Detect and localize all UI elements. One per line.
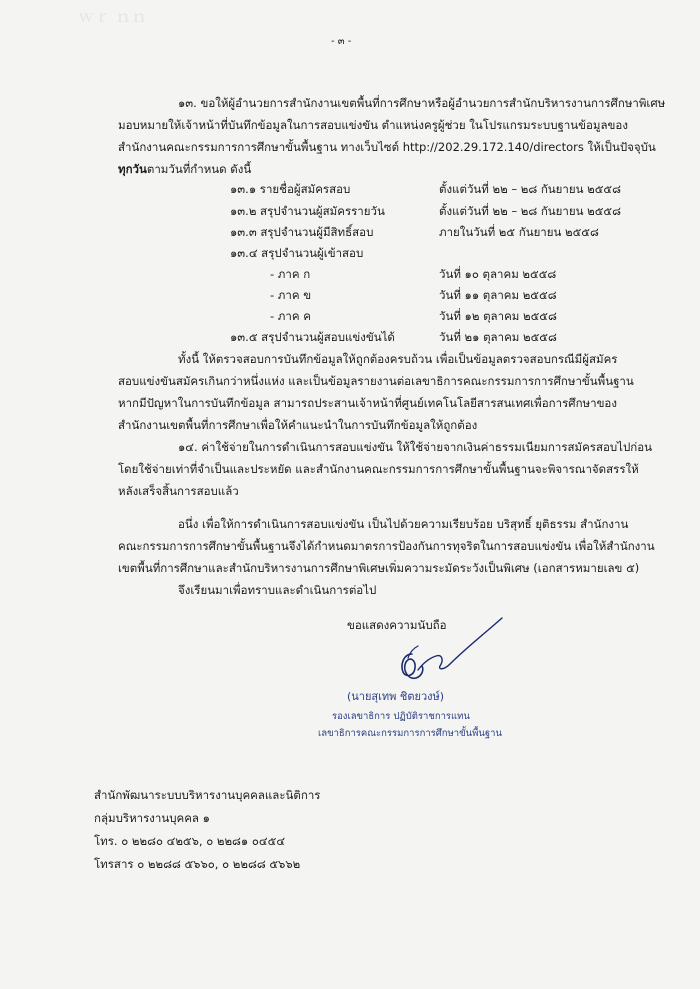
para13-line1: ๑๓. ขอให้ผู้อำนวยการสำนักงานเขตพื้นที่การศึกษาหรือผู้อำนวยการสำนักบริหารงานการศึกษาพิเศษ (178, 96, 666, 110)
office-line1: สำนักพัฒนาระบบบริหารงานบุคคลและนิติการ (94, 788, 321, 802)
schedule-label-8: ๑๓.๕ สรุปจำนวนผู้สอบแข่งขันได้ (230, 330, 395, 344)
schedule-label-6: - ภาค ข (270, 288, 312, 302)
schedule-date-6: วันที่ ๑๑ ตุลาคม ๒๕๕๘ (439, 288, 557, 302)
closing-line: จึงเรียนมาเพื่อทราบและดำเนินการต่อไป (178, 583, 377, 597)
schedule-date-7: วันที่ ๑๒ ตุลาคม ๒๕๕๘ (439, 309, 557, 323)
signer-position-1: รองเลขาธิการ ปฏิบัติราชการแทน (332, 711, 470, 722)
para-check-line1: ทั้งนี้ ให้ตรวจสอบการบันทึกข้อมูลให้ถูกต้องครบถ้วน เพื่อเป็นข้อมูลตรวจสอบกรณีมีผู้สมัคร (178, 352, 618, 366)
schedule-date-2: ตั้งแต่วันที่ ๒๒ – ๒๘ กันยายน ๒๕๕๘ (439, 204, 621, 218)
para13-line3: สำนักงานคณะกรรมการการศึกษาขั้นพื้นฐาน ทางเว็บไซต์ http://202.29.172.140/directors ให้เป็นปัจจุบัน (118, 140, 656, 154)
schedule-label-3: ๑๓.๓ สรุปจำนวนผู้มีสิทธิ์สอบ (230, 225, 374, 239)
schedule-date-8: วันที่ ๒๑ ตุลาคม ๒๕๕๘ (439, 330, 557, 344)
schedule-date-5: วันที่ ๑๐ ตุลาคม ๒๕๕๘ (439, 267, 557, 281)
schedule-label-2: ๑๓.๒ สรุปจำนวนผู้สมัครรายวัน (230, 204, 385, 218)
schedule-label-4: ๑๓.๔ สรุปจำนวนผู้เข้าสอบ (230, 246, 364, 260)
signature-image (378, 612, 513, 688)
signer-position-2: เลขาธิการคณะกรรมการการศึกษาขั้นพื้นฐาน (318, 728, 502, 739)
schedule-date-3: ภายในวันที่ ๒๕ กันยายน ๒๕๕๘ (439, 225, 599, 239)
schedule-label-1: ๑๓.๑ รายชื่อผู้สมัครสอบ (230, 182, 351, 196)
office-line2: กลุ่มบริหารงานบุคคล ๑ (94, 811, 210, 825)
para-check-line3: หากมีปัญหาในการบันทึกข้อมูล สามารถประสานเจ้าหน้าที่ศูนย์เทคโนโลยีสารสนเทศเพื่อการศึกษาของ (118, 396, 617, 410)
schedule-date-1: ตั้งแต่วันที่ ๒๒ – ๒๘ กันยายน ๒๕๕๘ (439, 182, 621, 196)
para14-line2: โดยใช้จ่ายเท่าที่จำเป็นและประหยัด และสำนักงานคณะกรรมการการศึกษาขั้นพื้นฐานจะพิจารณาจัดสรรให้ (118, 462, 639, 476)
para13-bold-every-day: ทุกวัน (118, 162, 147, 176)
para-check-line2: สอบแข่งขันสมัครเกินกว่าหนึ่งแห่ง และเป็นข้อมูลรายงานต่อเลขาธิการคณะกรรมการการศึกษาขั้นพื้นฐาน (118, 374, 634, 388)
para13-line2: มอบหมายให้เจ้าหน้าที่บันทึกข้อมูลในการสอบแข่งขัน ตำแหน่งครูผู้ช่วย ในโปรแกรมระบบฐานข้อมูลของ (118, 118, 628, 132)
faint-header-mark: ｗｒ ｎｎ (78, 7, 148, 26)
schedule-label-5: - ภาค ก (270, 267, 311, 281)
para-also-line1: อนึ่ง เพื่อให้การดำเนินการสอบแข่งขัน เป็นไปด้วยความเรียบร้อย บริสุทธิ์ ยุติธรรม สำนักงาน (178, 517, 629, 531)
para14-line3: หลังเสร็จสิ้นการสอบแล้ว (118, 484, 239, 498)
para14-line1: ๑๔. ค่าใช้จ่ายในการดำเนินการสอบแข่งขัน ให้ใช้จ่ายจากเงินค่าธรรมเนียมการสมัครสอบไปก่อน (178, 440, 652, 454)
regards-line: ขอแสดงความนับถือ (347, 618, 447, 632)
page-number: - ๓ - (331, 36, 352, 47)
para13-line4-rest: ตามวันที่กำหนด ดังนี้ (146, 162, 252, 176)
para-also-line2: คณะกรรมการการศึกษาขั้นพื้นฐานจึงได้กำหนดมาตรการป้องกันการทุจริตในการสอบแข่งขัน เพื่อให้สำนักงาน (118, 539, 655, 553)
para13-line4 (118, 161, 251, 177)
schedule-label-7: - ภาค ค (270, 309, 311, 323)
para-also-line3: เขตพื้นที่การศึกษาและสำนักบริหารงานการศึกษาพิเศษเพิ่มความระมัดระวังเป็นพิเศษ (เอกสารหมายเลข ๕) (118, 561, 640, 575)
office-fax: โทรสาร ๐ ๒๒๘๘ ๕๖๖๐, ๐ ๒๒๘๘ ๕๖๖๒ (94, 857, 301, 871)
signer-name: (นายสุเทพ ชิตยวงษ์) (347, 690, 445, 703)
office-phone: โทร. ๐ ๒๒๘๐ ๔๒๕๖, ๐ ๒๒๘๑ ๐๔๕๔ (94, 834, 286, 848)
para-check-line4: สำนักงานเขตพื้นที่การศึกษาเพื่อให้คำแนะนำในการบันทึกข้อมูลให้ถูกต้อง (118, 418, 478, 432)
